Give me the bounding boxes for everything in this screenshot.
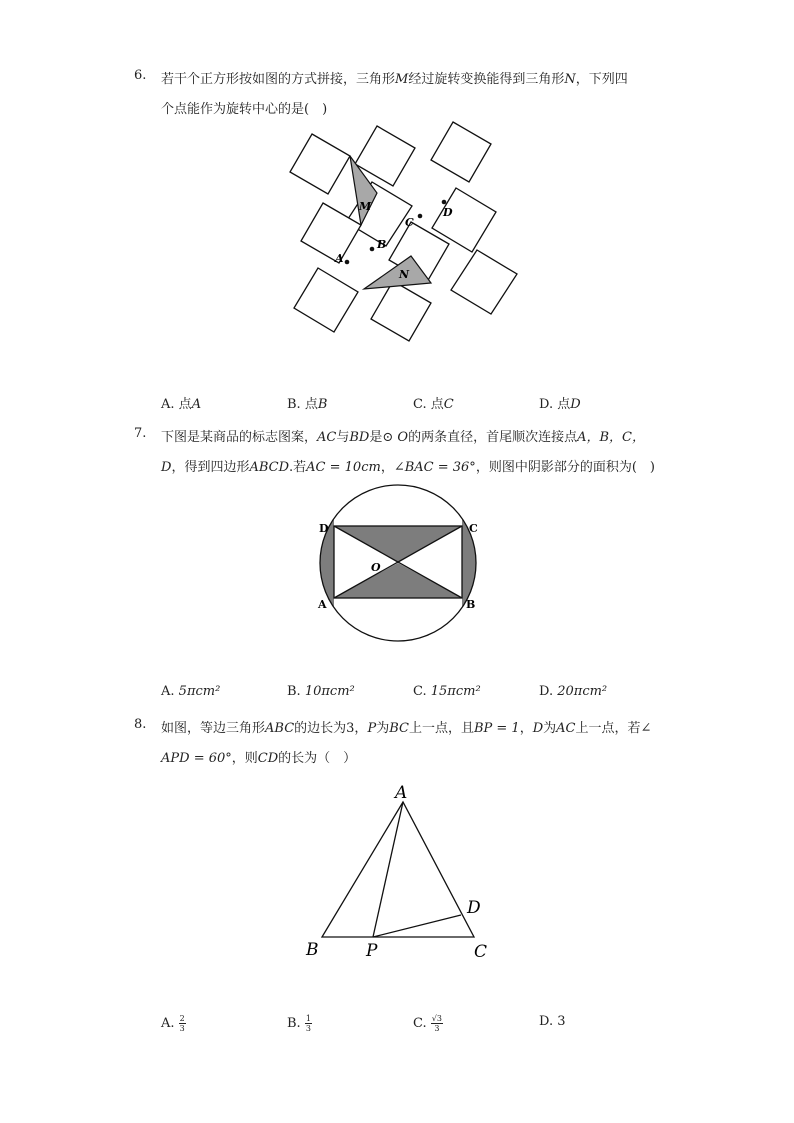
option-a[interactable]: A. $\frac{2}{3}$ [161, 1014, 185, 1033]
question-text-line: 如图，等边三角形ABC的边长为3，P为BC上一点，且BP = 1，D为AC上一点，若∠ [161, 721, 652, 736]
label-d: D [467, 898, 481, 918]
option-c[interactable]: C. 点C [413, 397, 454, 412]
question-text-line: D，得到四边形ABCD.若AC = 10cm，∠BAC = 36°，则图中阴影部分的面积为( ) [161, 460, 655, 475]
triangle-figure [295, 775, 505, 970]
option-d[interactable]: D. 点D [539, 397, 581, 412]
label-d: D [443, 206, 453, 219]
label-c: C [405, 216, 414, 229]
fraction: $\frac{1}{3}$ [305, 1014, 311, 1033]
point-a [345, 260, 350, 265]
label-c: C [469, 522, 478, 535]
option-c[interactable]: C. $\frac{√3}{3}$ [413, 1014, 442, 1033]
question-number: 6. [134, 68, 147, 83]
left-segment [310, 480, 334, 650]
bottom-shaded-triangle [334, 563, 462, 598]
label-n: N [399, 268, 410, 281]
point-b [370, 247, 375, 252]
square [371, 281, 431, 341]
segment-pd [373, 915, 461, 937]
option-b[interactable]: B. 10πcm² [287, 684, 355, 699]
text-segment: 若干个正方形按如图的方式拼接，三角形 [161, 72, 396, 87]
label-b: B [466, 598, 476, 611]
segment-ap [373, 802, 403, 937]
text-segment: 经过旋转变换能得到三角形 [408, 72, 565, 87]
option-d[interactable]: D. 20πcm² [539, 684, 608, 699]
fraction: $\frac{2}{3}$ [179, 1014, 185, 1033]
fraction: $\frac{√3}{3}$ [431, 1014, 442, 1033]
option-d[interactable]: D. 3 [539, 1014, 566, 1029]
point-c [418, 214, 423, 219]
math-var: M [395, 72, 409, 87]
question-text-line: 个点能作为旋转中心的是( ) [161, 102, 328, 117]
option-c[interactable]: C. 15πcm² [413, 684, 481, 699]
option-a[interactable]: A. 5πcm² [161, 684, 221, 699]
question-text-line: APD = 60°，则CD的长为（ ） [161, 751, 357, 766]
circle-figure [310, 480, 490, 650]
square [451, 250, 517, 314]
label-a: A [335, 252, 344, 265]
square [431, 122, 491, 182]
label-o: O [371, 561, 381, 574]
label-p: P [366, 941, 378, 961]
option-b[interactable]: B. $\frac{1}{3}$ [287, 1014, 311, 1033]
question-number: 7. [134, 426, 147, 441]
question-number: 8. [134, 717, 147, 732]
label-a: A [395, 783, 408, 803]
question-text-line [161, 68, 628, 87]
square [294, 268, 358, 332]
options-row [161, 393, 681, 413]
label-c: C [474, 942, 488, 962]
top-shaded-triangle [334, 526, 462, 563]
label-b: B [377, 238, 387, 251]
label-m: M [359, 200, 372, 213]
squares-figure [282, 120, 512, 350]
options-row [161, 684, 681, 704]
label-d: D [319, 522, 329, 535]
options-row [161, 1014, 681, 1040]
text-segment: ，下列四 [575, 72, 628, 87]
label-b: B [306, 940, 319, 960]
square [290, 134, 350, 194]
math-var: N [564, 72, 576, 87]
question-text-line: 下图是某商品的标志图案，AC与BD是⊙ O的两条直径，首尾顺次连接点A，B，C， [161, 430, 645, 445]
point-d [442, 200, 447, 205]
label-a: A [318, 598, 327, 611]
option-b[interactable]: B. 点B [287, 397, 328, 412]
option-a[interactable]: A. 点A [161, 397, 202, 412]
